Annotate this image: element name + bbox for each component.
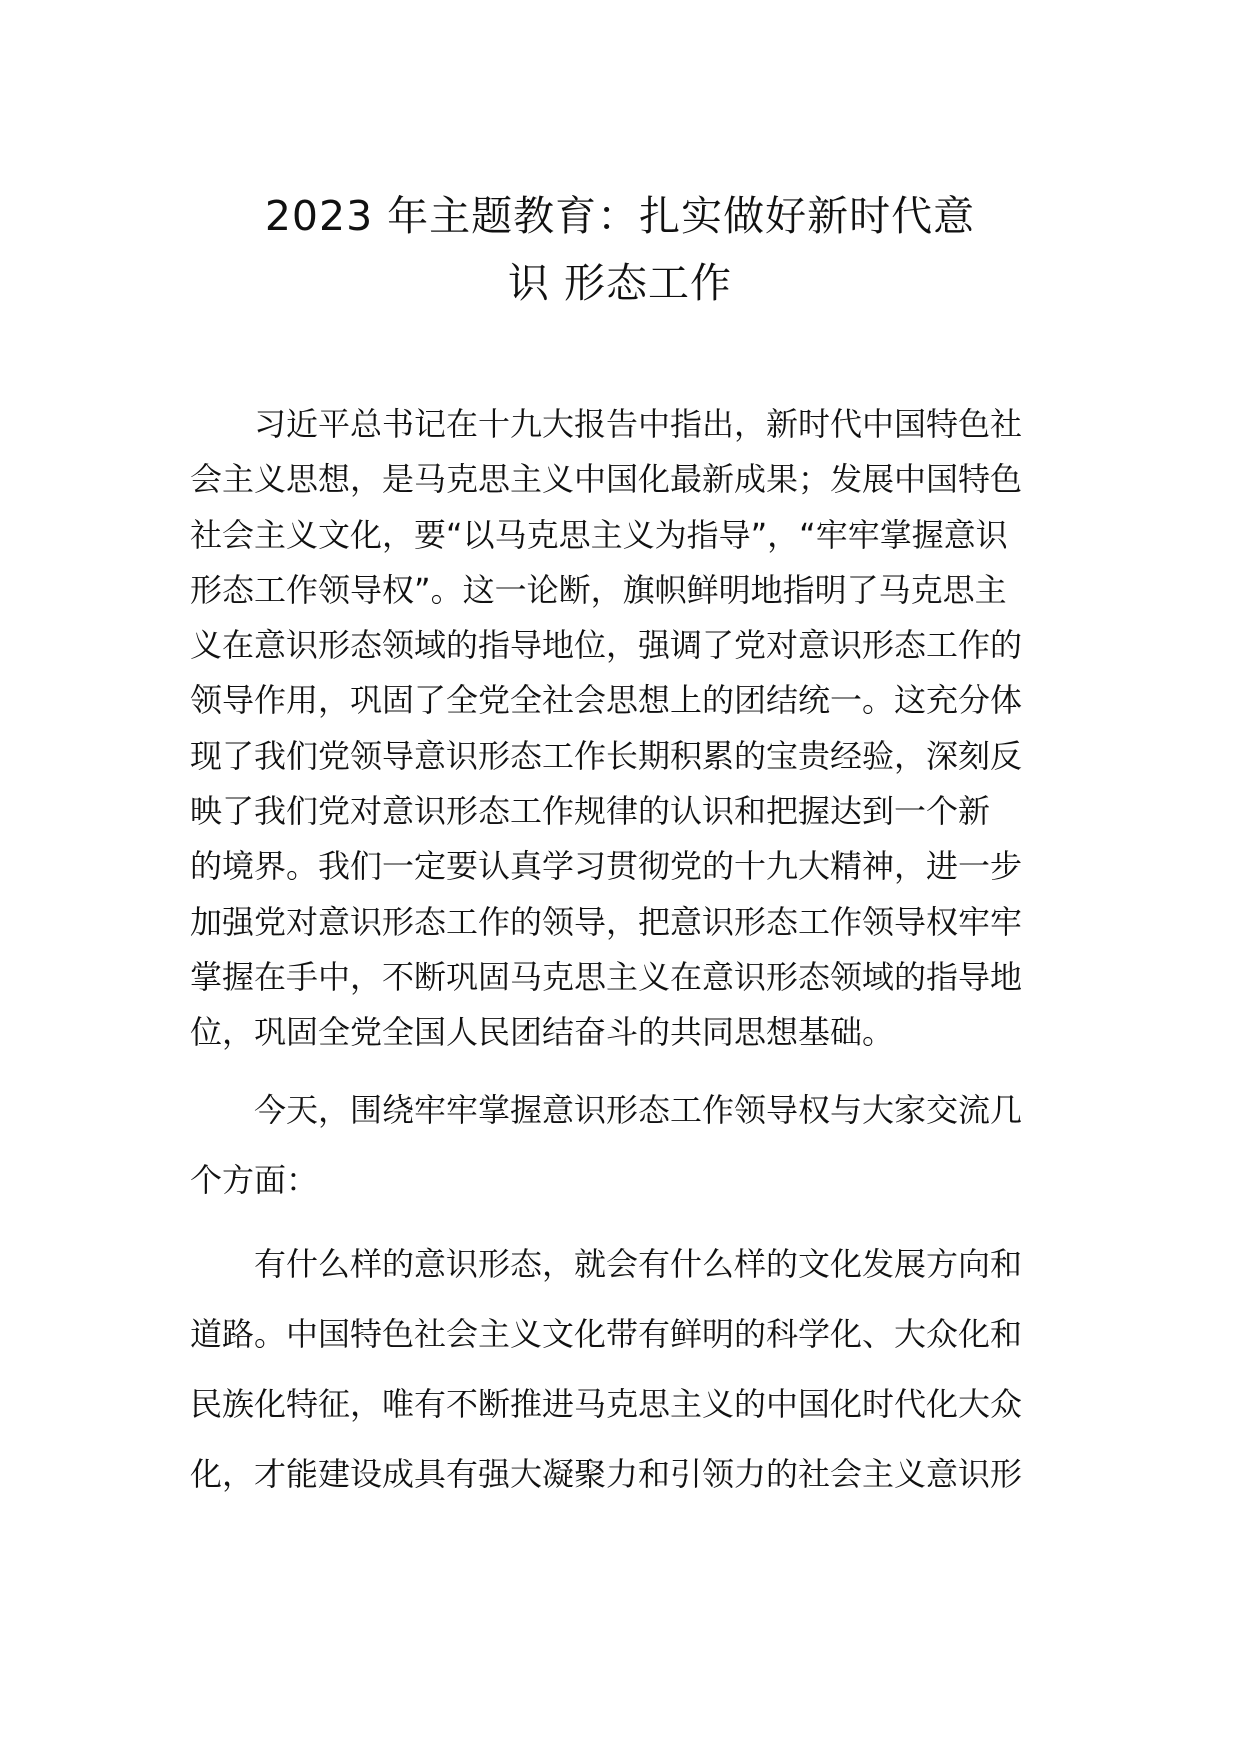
paragraph-line: 现了我们党领导意识形态工作长期积累的宝贵经验，深刻反 [190, 736, 1023, 775]
paragraph-line: 领导作用，巩固了全党全社会思想上的团结统一。这充分体 [190, 681, 1023, 720]
paragraph-3 [190, 1229, 1050, 1509]
document-body [190, 397, 1050, 1509]
paragraph-spacer [190, 1215, 1050, 1229]
paragraph-line: 有什么样的意识形态，就会有什么样的文化发展方向和 [190, 1244, 1023, 1283]
paragraph-line: 社会主义文化，要“以马克思主义为指导”，“牢牢掌握意识 [190, 515, 1008, 554]
document-title-line-1: 2023 年主题教育：扎实做好新时代意 [264, 192, 976, 240]
paragraph-1 [190, 397, 1050, 1061]
paragraph-line: 掌握在手中，不断巩固马克思主义在意识形态领域的指导地 [190, 957, 1023, 996]
paragraph-line: 位，巩固全党全国人民团结奋斗的共同思想基础。 [190, 1013, 895, 1052]
paragraph-line: 义在意识形态领域的指导地位，强调了党对意识形态工作的 [190, 626, 1023, 665]
paragraph-line: 化，才能建设成具有强大凝聚力和引领力的社会主义意识形 [190, 1454, 1023, 1493]
paragraph-line: 道路。中国特色社会主义文化带有鲜明的科学化、大众化和 [190, 1314, 1023, 1353]
paragraph-2 [190, 1075, 1050, 1215]
paragraph-line: 形态工作领导权”。这一论断，旗帜鲜明地指明了马克思主 [190, 570, 1007, 609]
paragraph-line: 民族化特征，唯有不断推进马克思主义的中国化时代化大众 [190, 1384, 1023, 1423]
paragraph-line: 的境界。我们一定要认真学习贯彻党的十九大精神，进一步 [190, 847, 1023, 886]
document-title-line-2: 识 形态工作 [507, 259, 733, 307]
paragraph-line: 习近平总书记在十九大报告中指出，新时代中国特色社 [190, 405, 1023, 443]
paragraph-line: 今天，围绕牢牢掌握意识形态工作领导权与大家交流几 [190, 1090, 1023, 1129]
paragraph-spacer [190, 1061, 1050, 1075]
paragraph-line: 个方面： [190, 1160, 319, 1199]
paragraph-line: 会主义思想，是马克思主义中国化最新成果；发展中国特色 [190, 460, 1023, 499]
paragraph-line: 加强党对意识形态工作的领导，把意识形态工作领导权牢牢 [190, 902, 1023, 941]
paragraph-line: 映了我们党对意识形态工作规律的认识和把握达到一个新 [190, 792, 991, 831]
